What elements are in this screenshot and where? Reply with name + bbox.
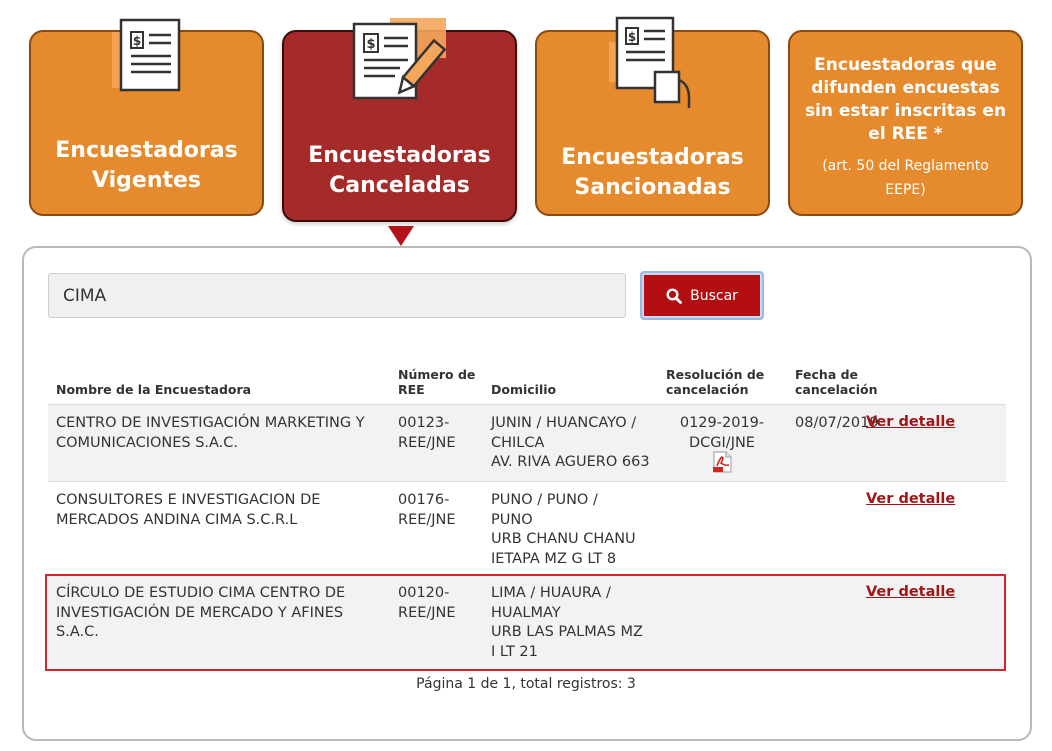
header-resolucion: Resolución de cancelación bbox=[666, 367, 765, 397]
ver-detalle-link[interactable]: Ver detalle bbox=[866, 584, 956, 600]
search-button[interactable] bbox=[640, 271, 764, 320]
card-title: Encuestadoras Sancionadas bbox=[561, 145, 744, 200]
cell-nombre: CÍRCULO DE ESTUDIO CIMA CENTRO DE INVESTIGACIÓN DE MERCADO Y AFINES S.A.C. bbox=[56, 585, 346, 640]
cell-domicilio: PUNO / PUNO / PUNO URB CHANU CHANU IETAPA MZ G LT 8 bbox=[491, 492, 636, 567]
ver-detalle-link[interactable]: Ver detalle bbox=[866, 414, 956, 430]
card-encuestadoras-no-inscritas[interactable] bbox=[788, 30, 1023, 216]
svg-text:$: $ bbox=[132, 34, 142, 48]
document-dollar-icon bbox=[109, 18, 189, 104]
header-domicilio: Domicilio bbox=[491, 382, 557, 397]
search-input[interactable] bbox=[48, 273, 626, 318]
ver-detalle-link[interactable]: Ver detalle bbox=[866, 491, 956, 507]
card-title: Encuestadoras Canceladas bbox=[308, 143, 491, 198]
cell-domicilio: LIMA / HUAURA / HUALMAY URB LAS PALMAS MZ I LT 21 bbox=[491, 585, 643, 660]
card-title: Encuestadoras que difunden encuestas sin estar inscritas en el REE * bbox=[804, 55, 1007, 144]
cell-numero: 00120- REE/JNE bbox=[398, 585, 456, 621]
search-icon bbox=[666, 288, 682, 304]
cell-numero: 00123- REE/JNE bbox=[398, 415, 456, 451]
pagination-info: Página 1 de 1, total registros: 3 bbox=[416, 676, 636, 692]
card-encuestadoras-vigentes[interactable] bbox=[29, 30, 264, 216]
document-hand-icon bbox=[607, 16, 703, 112]
cell-domicilio: JUNIN / HUANCAYO / CHILCA AV. RIVA AGUERO 663 bbox=[491, 415, 650, 470]
search-button-label: Buscar bbox=[690, 287, 738, 304]
card-title: Encuestadoras Vigentes bbox=[55, 138, 238, 193]
card-encuestadoras-sancionadas[interactable] bbox=[535, 30, 770, 216]
svg-text:$: $ bbox=[366, 37, 376, 52]
active-card-indicator bbox=[388, 226, 414, 246]
pdf-icon[interactable] bbox=[712, 451, 733, 473]
card-note: (art. 50 del Reglamento EEPE) bbox=[822, 158, 989, 198]
cell-nombre: CENTRO DE INVESTIGACIÓN MARKETING Y COMUNICACIONES S.A.C. bbox=[56, 415, 365, 451]
header-numero: Número de REE bbox=[398, 367, 476, 397]
card-encuestadoras-canceladas[interactable] bbox=[282, 30, 517, 222]
header-fecha: Fecha de cancelación bbox=[795, 367, 878, 397]
document-pen-icon bbox=[350, 18, 450, 110]
cell-nombre: CONSULTORES E INVESTIGACION DE MERCADOS ANDINA CIMA S.C.R.L bbox=[56, 492, 321, 528]
cell-resolucion: 0129-2019- DCGI/JNE bbox=[679, 415, 765, 451]
svg-text:$: $ bbox=[627, 30, 637, 44]
cell-numero: 00176- REE/JNE bbox=[398, 492, 456, 528]
header-nombre: Nombre de la Encuestadora bbox=[56, 382, 252, 397]
cell-fecha: 08/07/2019 bbox=[795, 415, 879, 431]
